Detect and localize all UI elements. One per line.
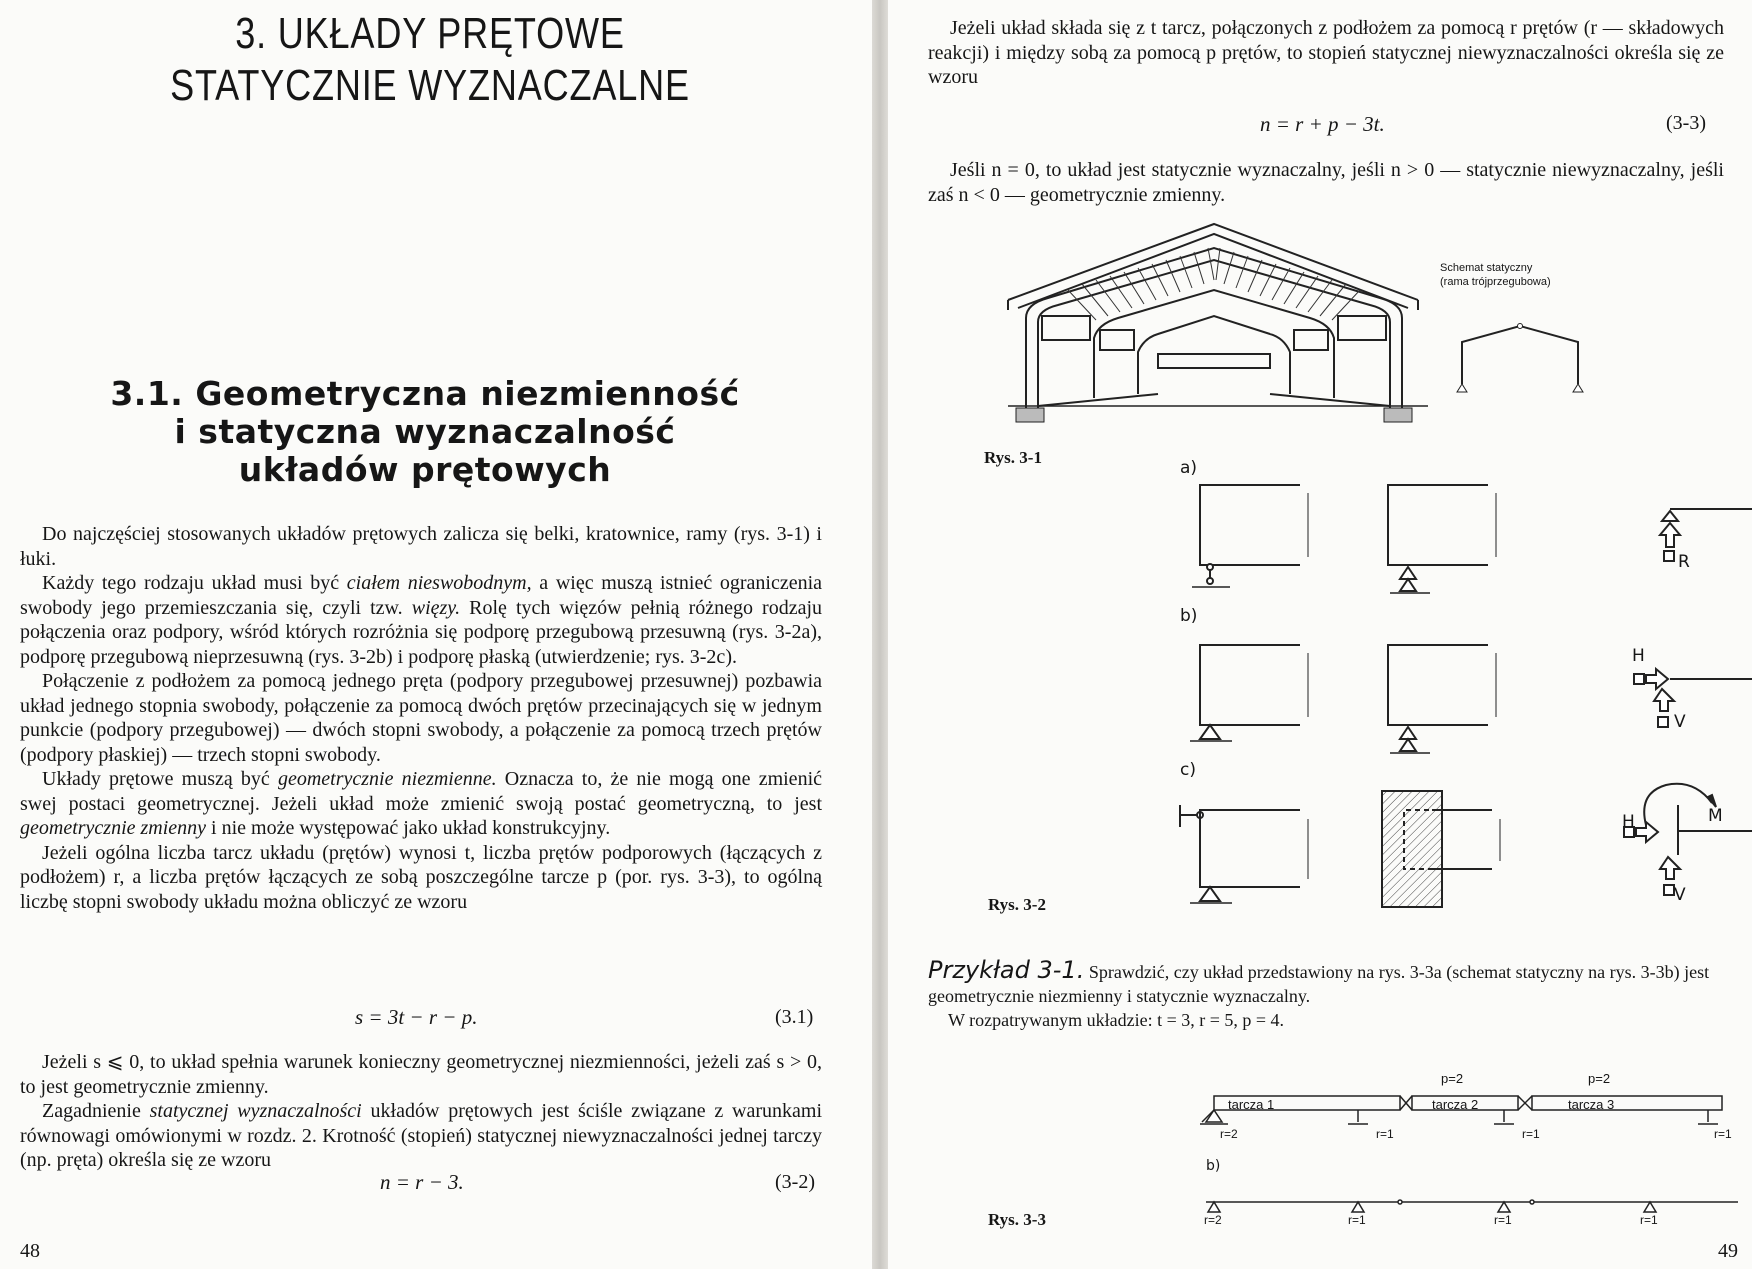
paragraph-6: Jeżeli s ⩽ 0, to układ spełnia warunek konieczny geometrycznej niezmienności, jeżeli zaś s > 0, to jest geometrycznie zmienny. bbox=[20, 1051, 822, 1098]
example-text: Sprawdzić, czy układ przedstawiony na rys. 3-3a (schemat statyczny na rys. 3-3b) jest geometrycznie niezmienny i statycznie wyznaczalny. bbox=[928, 962, 1710, 1006]
equation-3-3: n = r + p − 3t. bbox=[1260, 112, 1385, 136]
chapter-title-line2: STATYCZNIE WYZNACZALNE bbox=[170, 61, 690, 110]
paragraph-2: Każdy tego rodzaju układ musi być ciałem nieswobodnym, a więc muszą istnieć ograniczenia swobody jego przemieszczania się, czyli tzw. więzy. Rolę tych więzów pełnią różnego rodzaju połączenia oraz podpory, wśród których rozróżnia się podporę przegubową przesuwną (rys. 3-2a), podporę przegubową nieprzesuwną (rys. 3-2b) i podporę płaską (utwierdzenie; rys. 3-2c). bbox=[20, 572, 823, 668]
right-paragraph-2: Jeśli n = 0, to układ jest statycznie wyznaczalny, jeśli n > 0 — statycznie niewyznaczalny, jeśli zaś n < 0 — geometrycznie zmienny. bbox=[928, 159, 1724, 206]
tarcza-3-label: tarcza 3 bbox=[1568, 1097, 1615, 1112]
example-values: W rozpatrywanym układzie: t = 3, r = 5, p = 4. bbox=[948, 1010, 1285, 1030]
paragraph-1: Do najczęściej stosowanych układów prętowych zalicza się belki, kratownice, ramy (rys. 3-1) i łuki. bbox=[20, 523, 822, 570]
figure-3-1-caption: Rys. 3-1 bbox=[984, 448, 1042, 467]
tarcza-2-label: tarcza 2 bbox=[1432, 1097, 1479, 1112]
page-number-left: 48 bbox=[20, 1240, 40, 1262]
page-number-right: 49 bbox=[1718, 1240, 1738, 1262]
r1-label-b1: r=1 bbox=[1348, 1213, 1366, 1227]
r1-label-a2: r=1 bbox=[1522, 1127, 1540, 1141]
fig-3-2-label-a: a) bbox=[1180, 458, 1198, 478]
figure-3-2-caption: Rys. 3-2 bbox=[988, 895, 1046, 914]
section-title-line1: 3.1. Geometryczna niezmienność bbox=[110, 374, 740, 413]
section-title-line2: i statyczna wyznaczalność bbox=[174, 412, 676, 451]
paragraph-5: Jeżeli ogólna liczba tarcz układu (prętów) wynosi t, liczba prętów podporowych (łączących z podłożem) r, a liczba prętów łączących ze sobą poszczególne tarcze p (por. rys. 3-3), to ogólną liczbę stopni swobody układu można obliczyć ze wzoru bbox=[20, 841, 822, 913]
equation-3-1-number: (3.1) bbox=[775, 1006, 814, 1028]
hall-illustration bbox=[1008, 218, 1428, 428]
right-page bbox=[888, 0, 1752, 1269]
schemat-label-line2: (rama trójprzegubowa) bbox=[1440, 276, 1551, 288]
fig-3-3-label-b: b) bbox=[1206, 1158, 1221, 1174]
p2-label-2: p=2 bbox=[1588, 1071, 1611, 1086]
example-3-1 bbox=[928, 958, 1724, 1008]
fig-3-2-label-H-b: H bbox=[1632, 646, 1645, 666]
left-page bbox=[0, 0, 872, 1269]
chapter-title-line1: 3. UKŁADY PRĘTOWE bbox=[235, 9, 625, 58]
fig-3-2-label-M: M bbox=[1708, 806, 1723, 826]
paragraph-3: Połączenie z podłożem za pomocą jednego pręta (podpory przegubowej przesuwnej) pozbawia układ jednego stopnia swobody, połączenie za pomocą dwóch prętów przecinających się w jednym punkcie (podpory przegubowej) — dwóch stopni swobody, a połączenie za pomocą trzech prętów (podpory płaskiej) — trzech stopni swobody. bbox=[20, 670, 822, 766]
fig-3-2-label-c: c) bbox=[1180, 760, 1196, 780]
tarcza-1-label: tarcza 1 bbox=[1228, 1097, 1275, 1112]
section-title-line3: układów prętowych bbox=[238, 450, 612, 489]
r1-label-a1: r=1 bbox=[1376, 1127, 1394, 1141]
right-paragraph-1: Jeżeli układ składa się z t tarcz, połączonych z podłożem za pomocą r prętów (r — składowych reakcji) i między sobą za pomocą p prętów, to stopień statycznej niewyznaczalności określa się ze wzoru bbox=[928, 17, 1724, 88]
equation-3-2-number: (3-2) bbox=[775, 1171, 815, 1193]
body-text bbox=[20, 522, 822, 914]
fig-3-2-label-V-b: V bbox=[1674, 712, 1686, 732]
body-text-2 bbox=[20, 1050, 822, 1173]
equation-3-1: s = 3t − r − p. bbox=[355, 1005, 478, 1029]
paragraph-4: Układy prętowe muszą być geometrycznie niezmienne. Oznacza to, że nie mogą one zmienić swej postaci geometrycznej. Jeżeli układ może zmienić swoją postać geometryczną, to jest geometrycznie zmienny i nie może występować jako układ konstrukcyjny. bbox=[20, 768, 822, 839]
support-types-figure bbox=[1168, 475, 1752, 915]
p2-label-1: p=2 bbox=[1441, 1071, 1464, 1086]
r2-label-a: r=2 bbox=[1220, 1127, 1238, 1141]
figure-3-3-caption: Rys. 3-3 bbox=[988, 1210, 1046, 1229]
r1-label-b2: r=1 bbox=[1494, 1213, 1512, 1227]
three-hinged-frame-schema bbox=[1450, 320, 1600, 392]
example-title: Przykład 3-1. bbox=[928, 956, 1085, 984]
r2-label-b: r=2 bbox=[1204, 1213, 1222, 1227]
paragraph-7: Zagadnienie statycznej wyznaczalności układów prętowych jest ściśle związane z warunkami równowagi omówionymi w rozdz. 2. Krotność (stopień) statycznej niewyznaczalności jednej tarczy (np. pręta) określa się ze wzoru bbox=[20, 1100, 822, 1171]
fig-3-2-label-V-c: V bbox=[1674, 885, 1686, 905]
fig-3-2-label-b: b) bbox=[1180, 606, 1198, 626]
equation-3-2: n = r − 3. bbox=[380, 1170, 464, 1194]
schemat-label-line1: Schemat statyczny bbox=[1440, 262, 1533, 274]
equation-3-3-number: (3-3) bbox=[1666, 112, 1706, 134]
fig-3-2-label-R: R bbox=[1678, 552, 1690, 572]
r1-label-a3: r=1 bbox=[1714, 1127, 1732, 1141]
fig-3-2-label-H-c: H bbox=[1622, 812, 1635, 832]
r1-label-b3: r=1 bbox=[1640, 1213, 1658, 1227]
book-gutter bbox=[872, 0, 888, 1269]
